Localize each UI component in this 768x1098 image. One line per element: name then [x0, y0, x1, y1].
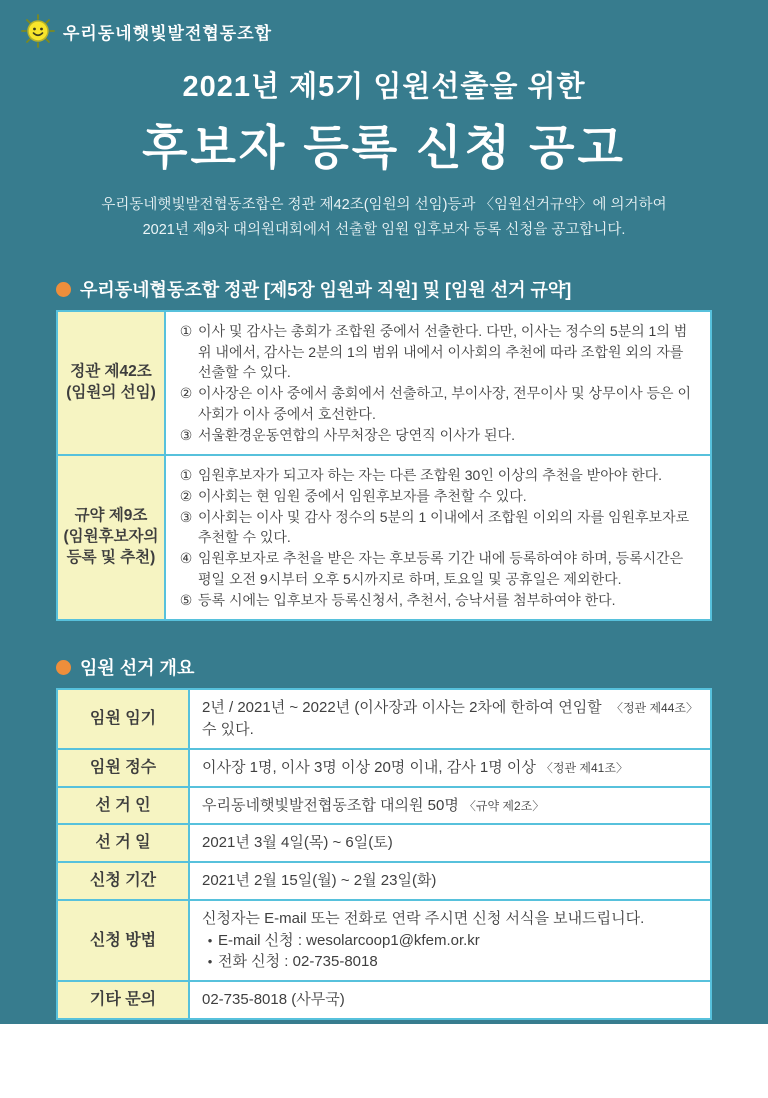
- rule-label-line: 등록 및 추천): [66, 549, 156, 567]
- overview-label-cell: 선 거 인: [57, 787, 189, 825]
- section-rules-heading: [56, 276, 712, 302]
- overview-value-cell: [189, 824, 711, 862]
- overview-value-note: 〈정관 제44조〉: [610, 701, 698, 716]
- rule-item-number: ①: [179, 323, 193, 339]
- overview-table: [56, 688, 712, 1020]
- rule-item-text: 서울환경운동연합의 사무처장은 당연직 이사가 된다.: [198, 426, 515, 443]
- rules-table-row: [57, 311, 711, 455]
- rule-item: [174, 548, 700, 589]
- overview-value-line: [202, 757, 698, 779]
- rule-item: [174, 486, 700, 507]
- rule-item-number: ⑤: [179, 591, 193, 608]
- overview-value-line: [202, 870, 698, 892]
- rules-table: [56, 310, 712, 621]
- rule-item: [174, 425, 700, 446]
- overview-table-body: [57, 689, 711, 1019]
- overview-label-cell: 임원 정수: [57, 749, 189, 787]
- rule-item-text: 이사장은 이사 중에서 총회에서 선출하고, 부이사장, 전무이사 및 상무이사 등은 이사회가 이사 중에서 호선한다.: [198, 385, 691, 422]
- page-title: 후보자 등록 신청 공고: [142, 121, 626, 174]
- description-line-2: 2021년 제9차 대의원대회에서 선출할 임원 입후보자 등록 신청을 공고합니다.: [142, 222, 626, 238]
- overview-table-row: [57, 862, 711, 900]
- orange-bullet-icon: [56, 282, 71, 297]
- rule-item-text: 이사회는 이사 및 감사 정수의 5분의 1 이내에서 조합원 이외의 자를 임원후보자로 추천할 수 있다.: [198, 508, 690, 546]
- footer-signature: 우리동네햇빛발전협동조합 대의원대회 의장 최 영 식 (직인생략): [136, 1075, 632, 1096]
- section-overview-title: 임원 선거 개요: [80, 658, 195, 679]
- rule-item-number: ③: [179, 508, 193, 525]
- footer-date: 2021년 2월 15일: [321, 1045, 447, 1065]
- section-overview-heading: [56, 654, 712, 680]
- logo: [20, 13, 272, 49]
- overview-value-line: [202, 697, 698, 741]
- overview-value-line: [202, 989, 698, 1011]
- footer: [0, 1041, 768, 1098]
- overview-table-row: [57, 787, 711, 825]
- overview-value-line: [202, 832, 698, 854]
- overview-table-row: [57, 981, 711, 1019]
- rule-item-text: 등록 시에는 입후보자 등록신청서, 추천서, 승낙서를 첨부하여야 한다.: [198, 591, 616, 608]
- rules-table-row: [57, 455, 711, 620]
- bullet-dot-icon: •: [207, 954, 213, 970]
- overview-value-cell: [189, 749, 711, 787]
- rule-item-text: 이사회는 현 임원 중에서 임원후보자를 추천할 수 있다.: [198, 488, 527, 505]
- rule-item-text: 임원후보자로 추천을 받은 자는 후보등록 기간 내에 등록하여야 하며, 등록시간은 평일 오전 9시부터 오후 5시까지로 하며, 토요일 및 공휴일은 제외한다.: [198, 550, 684, 587]
- rule-item-number: ②: [179, 488, 193, 505]
- rule-content-cell: [165, 455, 711, 620]
- overview-value-text: 신청자는 E-mail 또는 전화로 연락 주시면 신청 서식을 보내드립니다.: [202, 909, 645, 927]
- overview-value-text: 이사장 1명, 이사 3명 이상 20명 이내, 감사 1명 이상: [202, 758, 536, 776]
- rule-label-line: (임원의 선임): [66, 384, 156, 402]
- rule-item: [174, 383, 700, 424]
- rule-item-text: 이사 및 감사는 총회가 조합원 중에서 선출한다. 다만, 이사는 정수의 5분의 1의 범위 내에서, 감사는 2분의 1의 범위 내에서 이사회의 추천에 따라 조합원 외의 자를 선출할 수 있다.: [198, 323, 688, 381]
- rule-content-cell: [165, 311, 711, 455]
- overview-value-cell: [189, 689, 711, 749]
- overview-value-line: [202, 951, 698, 973]
- rule-item: [174, 507, 700, 548]
- bullet-dot-icon: •: [207, 932, 213, 948]
- rule-label-line: (임원후보자의: [63, 528, 159, 546]
- overview-value-text: 전화 신청 : 02-735-8018: [218, 953, 378, 971]
- overview-value-cell: [189, 787, 711, 825]
- overview-value-cell: [189, 981, 711, 1019]
- rule-item-number: ①: [179, 467, 193, 484]
- overview-value-note: 〈규약 제2조〉: [463, 798, 545, 813]
- content-column: [56, 276, 712, 1020]
- overview-value-text: 우리동네햇빛발전협동조합 대의원 50명: [202, 796, 459, 814]
- overview-value-line: [202, 795, 698, 817]
- overview-label-cell: 기타 문의: [57, 981, 189, 1019]
- overview-table-row: [57, 689, 711, 749]
- rules-table-body: [57, 311, 711, 620]
- rule-item-number: ②: [179, 385, 193, 402]
- overview-value-line: [202, 930, 698, 952]
- header-subtitle: 2021년 제5기 임원선출을 위한: [182, 71, 586, 103]
- overview-value-text: 2년 / 2021년 ~ 2022년 (이사장과 이사는 2차에 한하여 연임할 수 있다.: [202, 699, 602, 739]
- overview-label-cell: 신청 방법: [57, 900, 189, 981]
- overview-value-text: 2021년 3월 4일(목) ~ 6일(토): [202, 834, 393, 852]
- rule-item: [174, 321, 700, 383]
- rule-label-line: 정관 제42조: [70, 363, 152, 381]
- org-name: 우리동네햇빛발전협동조합: [63, 23, 273, 43]
- overview-value-line: [202, 908, 698, 930]
- overview-table-row: [57, 824, 711, 862]
- overview-label-cell: 선 거 일: [57, 824, 189, 862]
- overview-table-row: [57, 749, 711, 787]
- overview-label-cell: 신청 기간: [57, 862, 189, 900]
- rule-item: [174, 590, 700, 611]
- rule-label-cell: [57, 455, 165, 620]
- overview-value-cell: [189, 862, 711, 900]
- overview-value-cell: [189, 900, 711, 981]
- rule-label-line: 규약 제9조: [74, 507, 148, 525]
- overview-value-text: E-mail 신청 : wesolarcoop1@kfem.or.kr: [218, 931, 480, 949]
- overview-value-text: 2021년 2월 15일(월) ~ 2월 23일(화): [202, 872, 437, 890]
- section-rules-title: 우리동네협동조합 정관 [제5장 임원과 직원] 및 [임원 선거 규약]: [80, 280, 572, 300]
- rule-item: [174, 465, 700, 486]
- overview-table-row: [57, 900, 711, 981]
- rule-item-number: ③: [179, 426, 193, 443]
- overview-value-note: 〈정관 제41조〉: [540, 760, 628, 775]
- rule-item-number: ④: [179, 550, 193, 567]
- overview-value-text: 02-735-8018 (사무국): [202, 991, 345, 1009]
- sun-smiley-icon: [20, 13, 56, 49]
- header-description: [0, 193, 768, 243]
- description-line-1: 우리동네햇빛발전협동조합은 정관 제42조(임원의 선임)등과 〈임원선거규약〉에 의거하여: [101, 197, 667, 213]
- rule-item-text: 임원후보자가 되고자 하는 자는 다른 조합원 30인 이상의 추천을 받아야 한다.: [198, 467, 663, 484]
- orange-bullet-icon: [56, 660, 71, 675]
- rule-label-cell: [57, 311, 165, 455]
- overview-label-cell: 임원 임기: [57, 689, 189, 749]
